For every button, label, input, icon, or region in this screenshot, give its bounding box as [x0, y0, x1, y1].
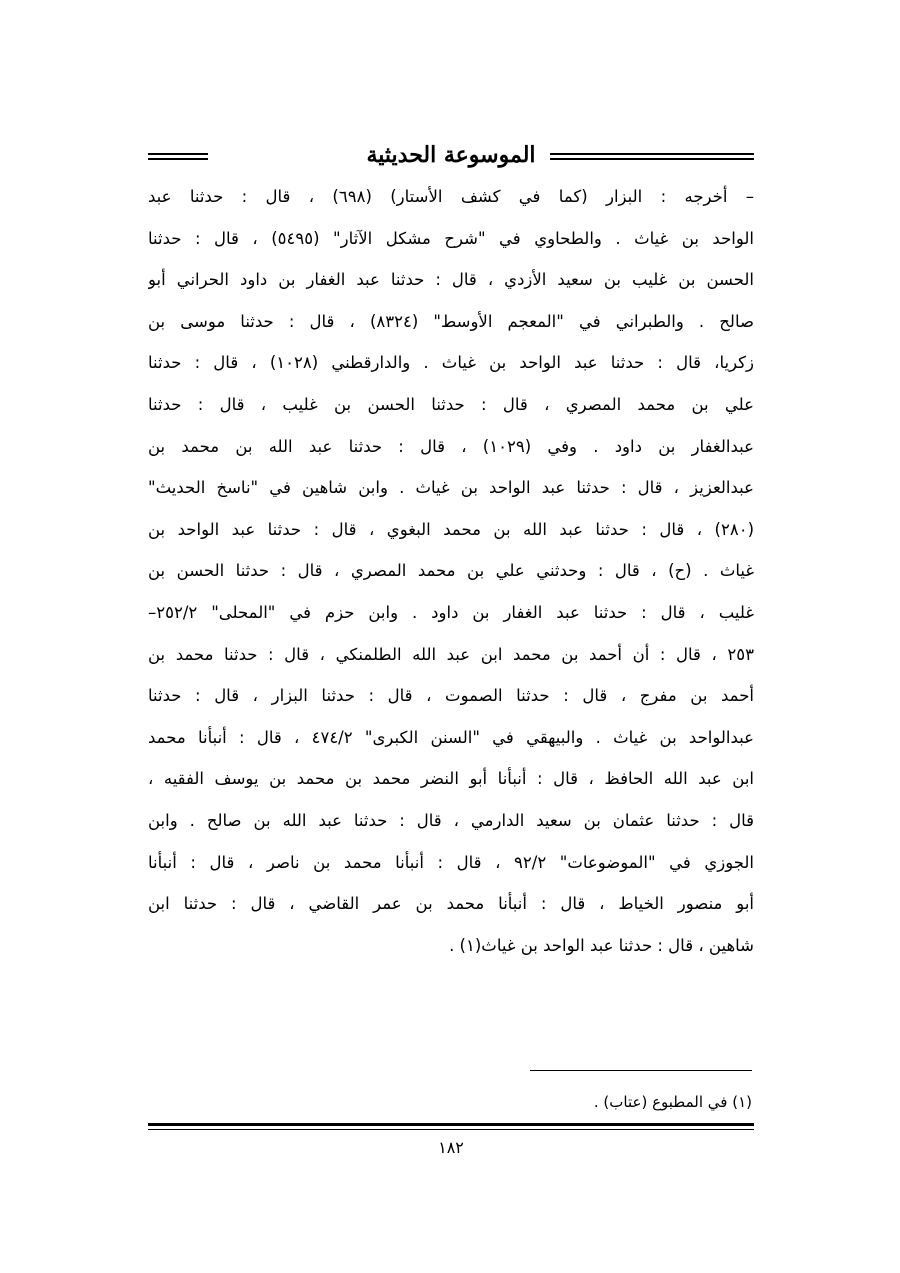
- header-title: الموسوعة الحديثية: [352, 142, 549, 168]
- text-line: (٢٨٠) ، قال : حدثنا عبد الله بن محمد البغوي ، قال : حدثنا عبد الواحد بن: [148, 519, 754, 539]
- text-line: عبدالغفار بن داود . وفي (١٠٢٩) ، قال : حدثنا عبد الله بن محمد بن: [148, 436, 754, 456]
- text-line: غياث . (ح) ، قال : وحدثني علي بن محمد المصري ، قال : حدثنا الحسن بن: [148, 561, 754, 581]
- text-line: عبدالعزيز ، قال : حدثنا عبد الواحد بن غياث . وابن شاهين في "ناسخ الحديث": [148, 478, 754, 498]
- footer-rule: [148, 1123, 754, 1126]
- text-line: غليب ، قال : حدثنا عبد الغفار بن داود . وابن حزم في "المحلى" ٢٥٢/٢–: [148, 602, 754, 622]
- text-line: الجوزي في "الموضوعات" ٩٢/٢ ، قال : أنبأنا محمد بن ناصر ، قال : أنبأنا: [148, 852, 754, 872]
- text-line: – أخرجه : البزار (كما في كشف الأستار) (٦٩٨) ، قال : حدثنا عبد: [148, 187, 754, 206]
- text-line: عبدالواحد بن غياث . والبيهقي في "السنن الكبرى" ٤٧٤/٢ ، قال : أنبأنا محمد: [148, 727, 754, 747]
- text-line: أبو منصور الخياط ، قال : أنبأنا محمد بن عمر القاضي ، قال : حدثنا ابن: [148, 894, 754, 914]
- text-line: علي بن محمد المصري ، قال : حدثنا الحسن بن غليب ، قال : حدثنا: [148, 394, 754, 414]
- text-line: الواحد بن غياث . والطحاوي في "شرح مشكل الآثار" (٥٤٩٥) ، قال : حدثنا: [148, 228, 754, 248]
- text-line: الحسن بن غليب بن سعيد الأزدي ، قال : حدثنا عبد الغفار بن داود الحراني أبو: [148, 270, 754, 290]
- text-line: زكريا، قال : حدثنا عبد الواحد بن غياث . والدارقطني (١٠٢٨) ، قال : حدثنا: [148, 353, 754, 373]
- footnote-separator: [530, 1070, 752, 1071]
- main-text: [148, 176, 754, 966]
- header-title-wrap: [148, 140, 754, 170]
- footnote: (١) في المطبوع (عتاب) .: [593, 1093, 752, 1111]
- text-line-last: شاهين ، قال : حدثنا عبد الواحد بن غياث(١) .: [449, 935, 754, 955]
- text-line: ٢٥٣ ، قال : أن أحمد بن محمد ابن عبد الله الطلمنكي ، قال : حدثنا محمد بن: [148, 644, 754, 664]
- page-number: ١٨٢: [438, 1138, 464, 1157]
- text-line: قال : حدثنا عثمان بن سعيد الدارمي ، قال : حدثنا عبد الله بن صالح . وابن: [148, 810, 754, 830]
- text-line: صالح . والطبراني في "المعجم الأوسط" (٨٣٢٤) ، قال : حدثنا موسى بن: [148, 311, 754, 331]
- text-line: ابن عبد الله الحافظ ، قال : أنبأنا أبو النضر محمد بن محمد بن يوسف الفقيه ،: [148, 769, 754, 789]
- page-header: [148, 140, 754, 174]
- text-line: أحمد بن مفرج ، قال : حدثنا الصموت ، قال : حدثنا البزار ، قال : حدثنا: [148, 686, 754, 706]
